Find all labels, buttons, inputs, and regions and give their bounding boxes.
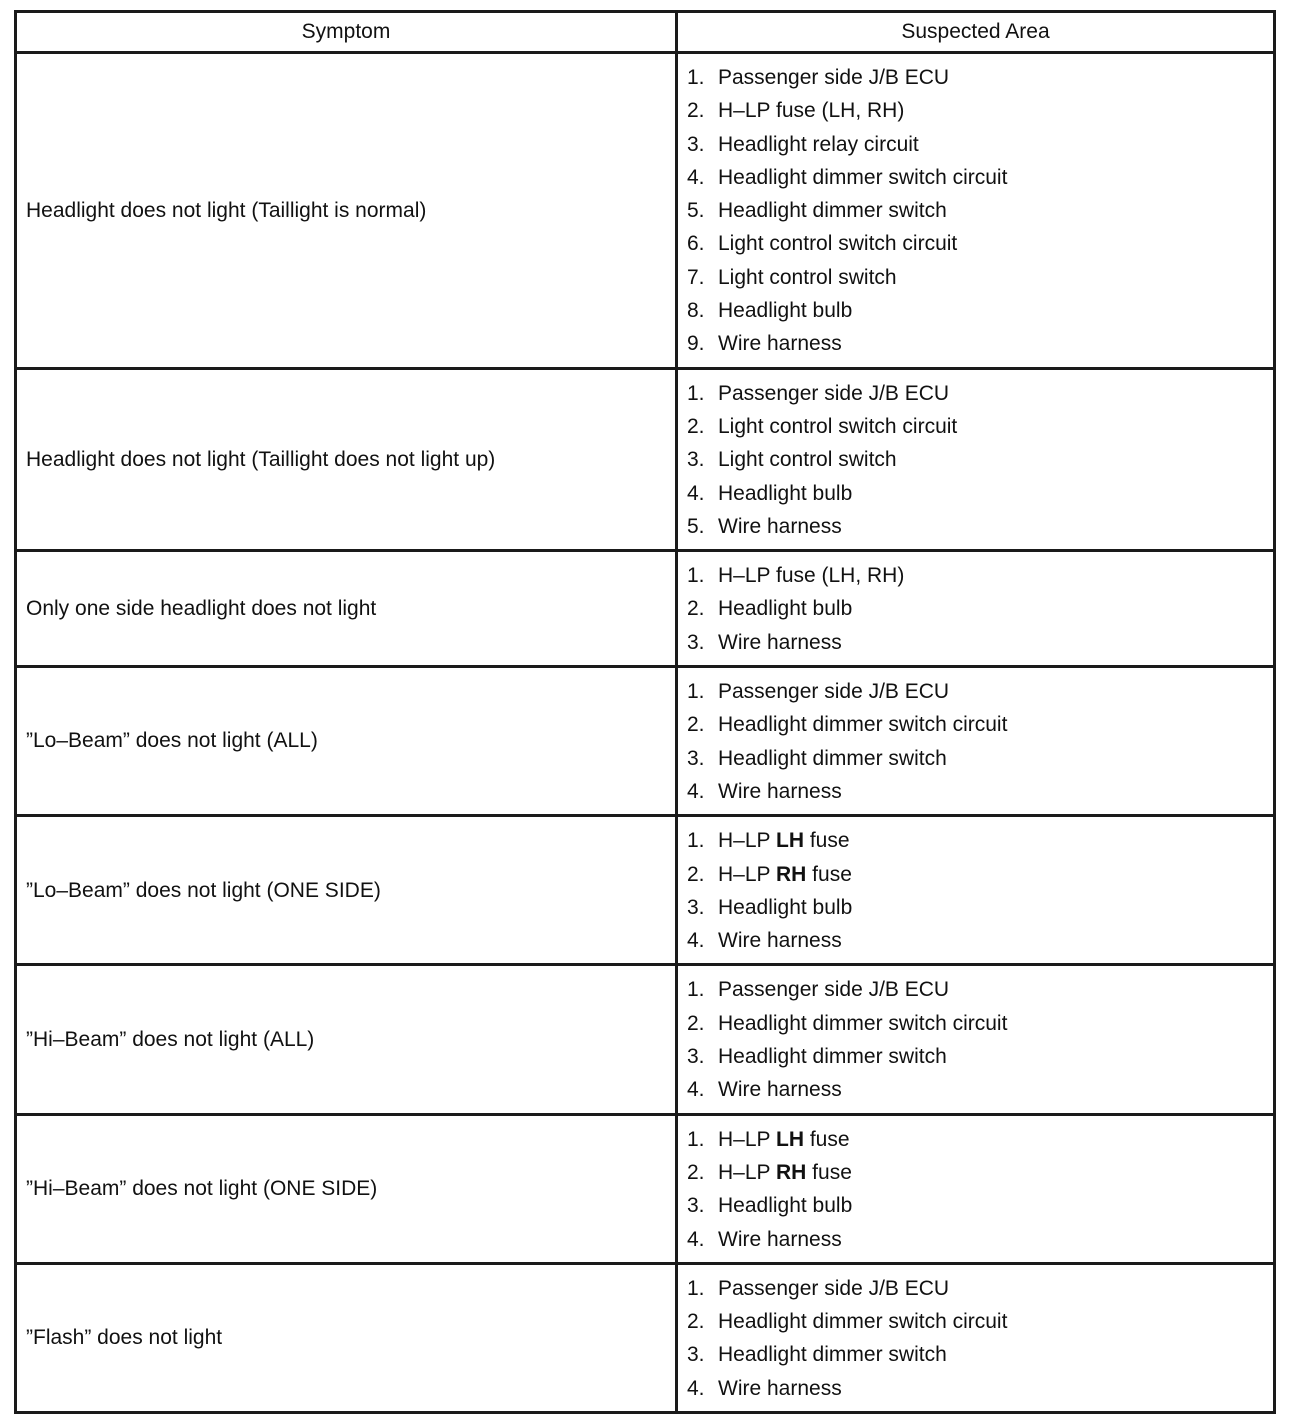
list-item-number: 2. — [687, 1011, 705, 1035]
list-item-number: 4. — [687, 1078, 705, 1102]
list-item-text — [718, 510, 842, 543]
suspected-area-cell — [677, 53, 1275, 369]
list-item-text — [718, 1338, 947, 1371]
list-item-number: 7. — [687, 265, 705, 289]
list-item — [687, 1305, 1273, 1338]
suspected-area-cell — [677, 551, 1275, 667]
list-item-number: 1. — [687, 680, 705, 704]
list-item-emphasis: RH — [776, 862, 807, 886]
list-item-number: 1. — [687, 564, 705, 588]
list-item-text-part: Headlight dimmer switch circuit — [718, 1011, 1008, 1035]
list-item — [687, 891, 1273, 924]
list-item-number: 3. — [687, 448, 705, 472]
list-item-text — [718, 161, 1007, 194]
list-item-text-part: Wire harness — [718, 929, 842, 953]
list-item-text — [718, 443, 897, 476]
list-item — [687, 1372, 1273, 1405]
list-item-text-part: Passenger side J/B ECU — [718, 978, 950, 1002]
list-item-number: 4. — [687, 1376, 705, 1400]
list-item-text — [718, 824, 850, 857]
symptom-table — [14, 10, 1276, 1414]
symptom-header: Symptom — [16, 12, 677, 53]
list-item-text — [718, 973, 949, 1006]
list-item-text-part: Wire harness — [718, 779, 842, 803]
list-item-text — [718, 1123, 850, 1156]
list-item-number: 1. — [687, 66, 705, 89]
list-item — [687, 626, 1273, 659]
table-row — [16, 53, 1275, 369]
table-row — [16, 368, 1275, 550]
list-item-number: 3. — [687, 746, 705, 770]
list-item-text — [718, 377, 949, 410]
symptom-cell: ”Hi–Beam” does not light (ONE SIDE) — [16, 1114, 677, 1263]
list-item — [687, 377, 1273, 410]
list-item-text-part: Headlight bulb — [718, 895, 853, 919]
list-item — [687, 742, 1273, 775]
symptom-cell: Only one side headlight does not light — [16, 551, 677, 667]
list-item-text-part: Headlight relay circuit — [718, 132, 919, 156]
suspected-area-cell — [677, 1114, 1275, 1263]
table-row — [16, 816, 1275, 965]
symptom-cell: ”Lo–Beam” does not light (ONE SIDE) — [16, 816, 677, 965]
list-item-number: 1. — [687, 829, 705, 853]
suspected-area-header: Suspected Area — [677, 12, 1275, 53]
table-row — [16, 965, 1275, 1114]
list-item-number: 3. — [687, 895, 705, 919]
list-item-emphasis: RH — [776, 1160, 807, 1184]
table-row — [16, 551, 1275, 667]
list-item-text-part: Headlight dimmer switch circuit — [718, 713, 1008, 737]
list-item-number: 6. — [687, 232, 705, 256]
list-item — [687, 327, 1273, 360]
list-item-text — [718, 1007, 1007, 1040]
list-item-text — [718, 592, 852, 625]
list-item — [687, 443, 1273, 476]
list-item — [687, 194, 1273, 227]
list-item-text — [718, 194, 947, 227]
list-item-text-part: H–LP — [718, 1127, 776, 1151]
list-item-text-part: Headlight bulb — [718, 481, 853, 505]
list-item-number: 9. — [687, 332, 705, 356]
list-item — [687, 708, 1273, 741]
list-item-text-part: Wire harness — [718, 1078, 842, 1102]
list-item-text-part: Light control switch — [718, 265, 897, 289]
list-item-text-part: Headlight bulb — [718, 597, 853, 621]
list-item — [687, 973, 1273, 1006]
list-item-text — [718, 294, 852, 327]
list-item-number: 4. — [687, 1227, 705, 1251]
list-item-number: 4. — [687, 481, 705, 505]
list-item-text — [718, 128, 919, 161]
symptom-cell: Headlight does not light (Taillight is normal) — [16, 53, 677, 369]
symptom-cell: ”Hi–Beam” does not light (ALL) — [16, 965, 677, 1114]
list-item-number: 4. — [687, 779, 705, 803]
list-item-text-part: fuse — [804, 1127, 850, 1151]
symptom-cell: ”Lo–Beam” does not light (ALL) — [16, 667, 677, 816]
list-item-text — [718, 1040, 947, 1073]
list-item — [687, 510, 1273, 543]
suspected-area-list — [687, 1123, 1273, 1256]
list-item — [687, 592, 1273, 625]
list-item-number: 4. — [687, 929, 705, 953]
list-item-text-part: Wire harness — [718, 332, 842, 356]
list-item-text-part: fuse — [806, 862, 852, 886]
list-item — [687, 61, 1273, 94]
list-item-text — [718, 858, 852, 891]
list-item-text-part: Passenger side J/B ECU — [718, 381, 950, 405]
list-item-text — [718, 227, 957, 260]
table-row — [16, 1114, 1275, 1263]
list-item-text — [718, 1372, 842, 1405]
suspected-area-cell — [677, 816, 1275, 965]
list-item-text-part: H–LP — [718, 1160, 776, 1184]
list-item — [687, 128, 1273, 161]
symptom-cell: ”Flash” does not light — [16, 1263, 677, 1412]
list-item-text — [718, 1073, 842, 1106]
suspected-area-list — [687, 377, 1273, 543]
list-item-text-part: fuse — [804, 829, 850, 853]
list-item-number: 2. — [687, 414, 705, 438]
list-item-number: 1. — [687, 1276, 705, 1300]
header-row — [16, 12, 1275, 53]
list-item — [687, 410, 1273, 443]
suspected-area-list — [687, 1272, 1273, 1405]
list-item — [687, 227, 1273, 260]
list-item — [687, 1123, 1273, 1156]
list-item-text-part: Headlight dimmer switch — [718, 746, 947, 770]
list-item-text-part: Headlight dimmer switch circuit — [718, 165, 1008, 189]
list-item-text-part: Headlight dimmer switch — [718, 1045, 947, 1069]
list-item-number: 2. — [687, 1160, 705, 1184]
list-item-text — [718, 775, 842, 808]
list-item-text-part: Passenger side J/B ECU — [718, 680, 950, 704]
list-item — [687, 94, 1273, 127]
list-item-text-part: Headlight dimmer switch circuit — [718, 1310, 1008, 1334]
list-item-text — [718, 94, 904, 127]
list-item-text — [718, 61, 949, 94]
list-item — [687, 1223, 1273, 1256]
list-item-number: 4. — [687, 165, 705, 189]
list-item-text — [718, 261, 897, 294]
suspected-area-list — [687, 824, 1273, 957]
list-item-number: 5. — [687, 199, 705, 223]
list-item-text-part: Headlight bulb — [718, 1194, 853, 1218]
list-item-text — [718, 477, 852, 510]
suspected-area-cell — [677, 667, 1275, 816]
list-item-number: 2. — [687, 597, 705, 621]
list-item-text — [718, 675, 949, 708]
list-item-text — [718, 742, 947, 775]
list-item — [687, 924, 1273, 957]
suspected-area-cell — [677, 1263, 1275, 1412]
list-item-number: 1. — [687, 978, 705, 1002]
list-item-text-part: Passenger side J/B ECU — [718, 1276, 950, 1300]
list-item-text-part: fuse — [806, 1160, 852, 1184]
list-item-number: 8. — [687, 299, 705, 323]
list-item-text-part: Wire harness — [718, 1227, 842, 1251]
list-item-number: 3. — [687, 132, 705, 156]
suspected-area-cell — [677, 368, 1275, 550]
list-item-text — [718, 708, 1007, 741]
list-item-number: 1. — [687, 1127, 705, 1151]
list-item-text-part: Headlight dimmer switch — [718, 199, 947, 223]
list-item-number: 2. — [687, 862, 705, 886]
list-item-text — [718, 891, 852, 924]
list-item-text-part: Light control switch circuit — [718, 232, 958, 256]
list-item-text — [718, 1272, 949, 1305]
list-item-number: 5. — [687, 514, 705, 538]
list-item-text-part: Wire harness — [718, 630, 842, 654]
suspected-area-cell — [677, 965, 1275, 1114]
table-body — [16, 53, 1275, 1413]
table-row — [16, 667, 1275, 816]
list-item-emphasis: LH — [776, 1127, 804, 1151]
list-item-number: 3. — [687, 1045, 705, 1069]
list-item — [687, 858, 1273, 891]
list-item — [687, 1040, 1273, 1073]
list-item — [687, 1338, 1273, 1371]
list-item — [687, 675, 1273, 708]
table-row — [16, 1263, 1275, 1412]
list-item-text-part: Wire harness — [718, 514, 842, 538]
list-item-number: 3. — [687, 1194, 705, 1218]
list-item-text-part: Headlight bulb — [718, 299, 853, 323]
list-item-text — [718, 1189, 852, 1222]
list-item — [687, 261, 1273, 294]
list-item — [687, 1189, 1273, 1222]
list-item-text — [718, 626, 842, 659]
list-item-emphasis: LH — [776, 829, 804, 853]
list-item — [687, 477, 1273, 510]
list-item — [687, 1156, 1273, 1189]
suspected-area-list — [687, 61, 1273, 361]
list-item — [687, 294, 1273, 327]
list-item — [687, 775, 1273, 808]
list-item-number: 2. — [687, 713, 705, 737]
list-item-text-part: H–LP — [718, 862, 776, 886]
list-item-text-part: Passenger side J/B ECU — [718, 66, 950, 89]
list-item-text — [718, 559, 904, 592]
list-item — [687, 1007, 1273, 1040]
list-item-text-part: Wire harness — [718, 1376, 842, 1400]
list-item-text — [718, 327, 842, 360]
list-item-text-part: H–LP fuse (LH, RH) — [718, 564, 905, 588]
list-item-text — [718, 1156, 852, 1189]
list-item — [687, 824, 1273, 857]
list-item-number: 1. — [687, 381, 705, 405]
list-item-text — [718, 1223, 842, 1256]
symptom-cell: Headlight does not light (Taillight does not light up) — [16, 368, 677, 550]
list-item-text-part: Light control switch circuit — [718, 414, 958, 438]
list-item — [687, 1272, 1273, 1305]
list-item-text — [718, 924, 842, 957]
list-item-text — [718, 1305, 1007, 1338]
list-item — [687, 559, 1273, 592]
suspected-area-list — [687, 675, 1273, 808]
list-item-number: 3. — [687, 630, 705, 654]
list-item-text-part: Headlight dimmer switch — [718, 1343, 947, 1367]
suspected-area-list — [687, 973, 1273, 1106]
suspected-area-list — [687, 559, 1273, 659]
list-item — [687, 1073, 1273, 1106]
list-item-text — [718, 410, 957, 443]
list-item-number: 3. — [687, 1343, 705, 1367]
list-item-number: 2. — [687, 99, 705, 123]
list-item-text-part: Light control switch — [718, 448, 897, 472]
list-item-text-part: H–LP fuse (LH, RH) — [718, 99, 905, 123]
list-item — [687, 161, 1273, 194]
list-item-text-part: H–LP — [718, 829, 776, 853]
list-item-number: 2. — [687, 1310, 705, 1334]
